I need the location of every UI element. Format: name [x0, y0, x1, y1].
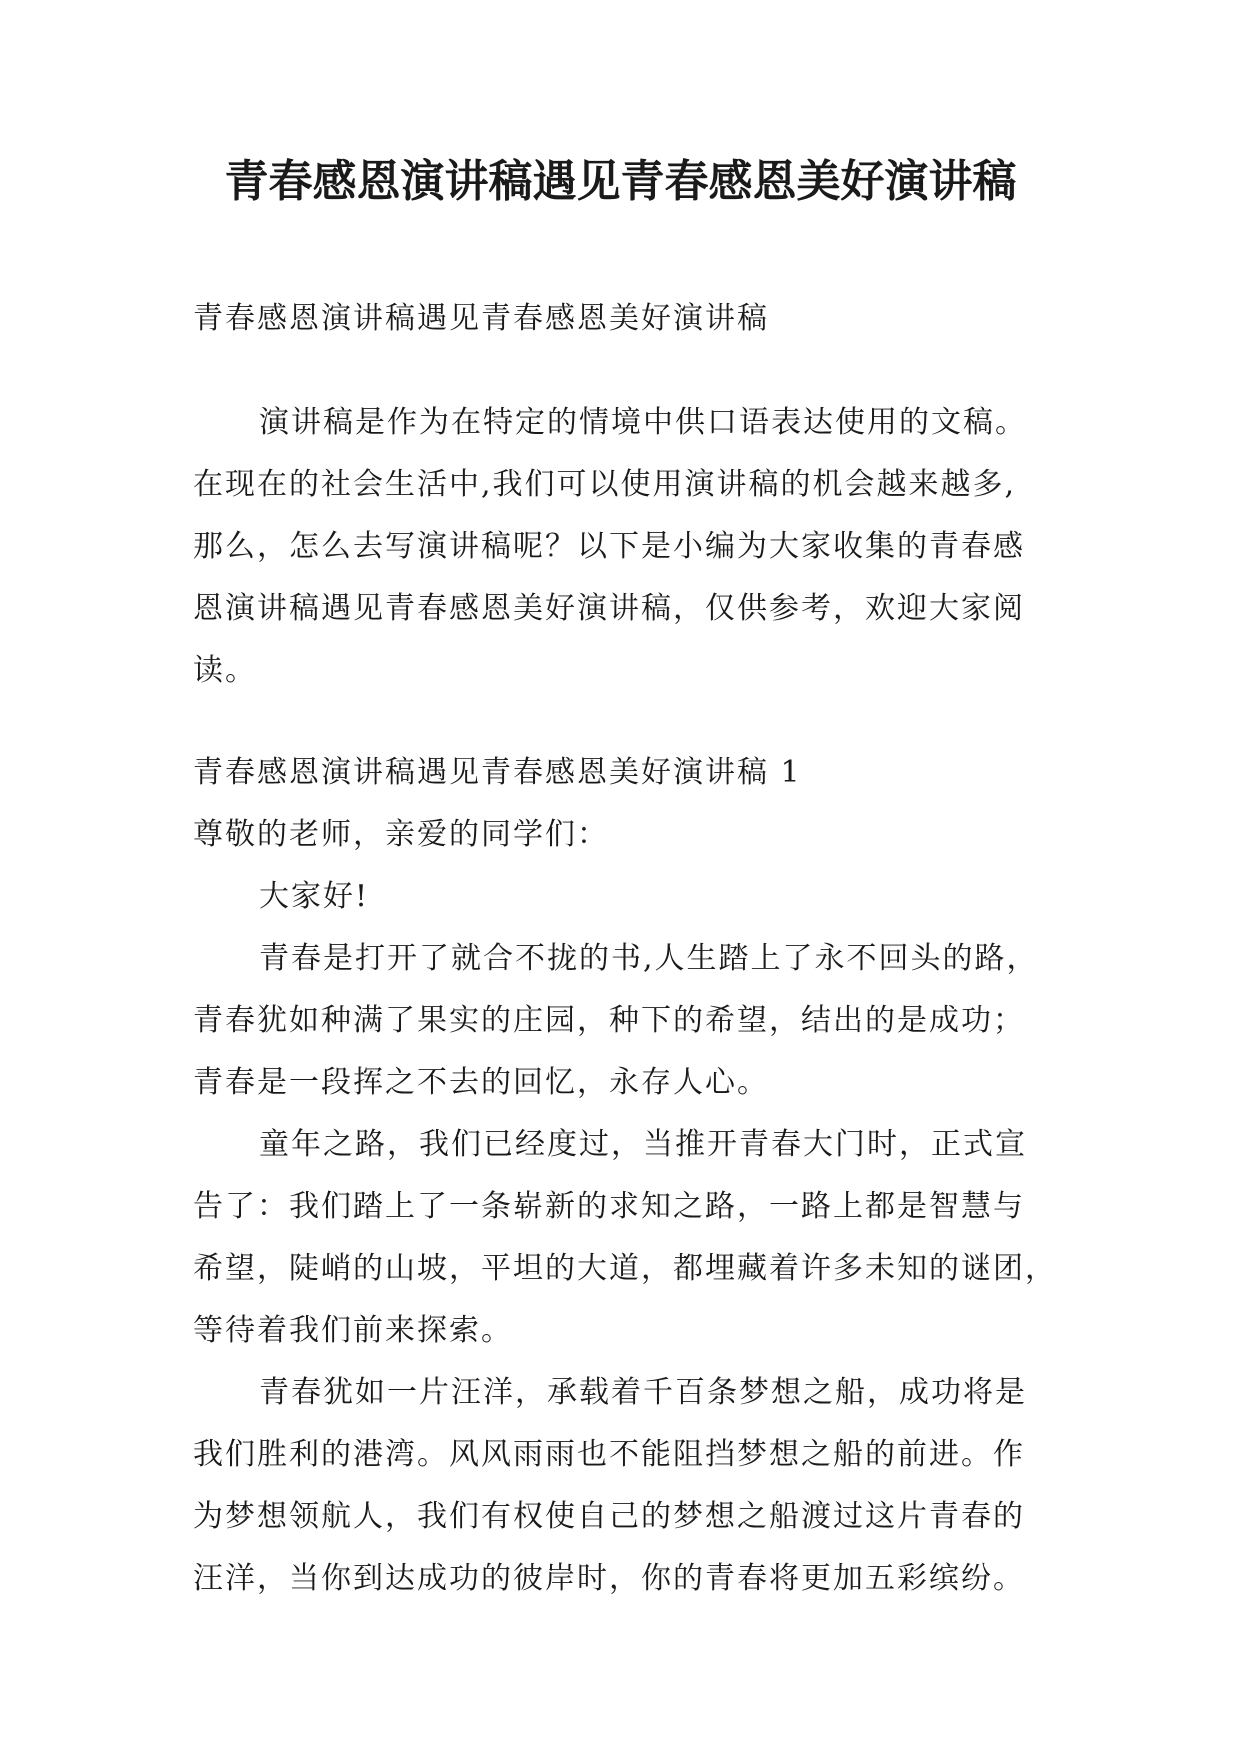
- paragraph-line: 我们胜利的港湾。风风雨雨也不能阻挡梦想之船的前进。作: [193, 1437, 1025, 1472]
- paragraph-line: 希望，陡峭的山坡，平坦的大道，都埋藏着许多未知的谜团，: [193, 1251, 1057, 1286]
- intro-line: 那么，怎么去写演讲稿呢？以下是小编为大家收集的青春感: [193, 529, 1025, 564]
- paragraph-line: 青春犹如种满了果实的庄园，种下的希望，结出的是成功；: [193, 1003, 1025, 1038]
- spacer: [193, 702, 1073, 742]
- paragraph-line: 青春是一段挥之不去的回忆，永存人心。: [193, 1065, 769, 1100]
- paragraph-line: 汪洋，当你到达成功的彼岸时，你的青春将更加五彩缤纷。: [193, 1561, 1025, 1596]
- paragraph-line: 童年之路，我们已经度过，当推开青春大门时，正式宣: [259, 1127, 1027, 1162]
- document-title: 青春感恩演讲稿遇见青春感恩美好演讲稿: [224, 156, 1017, 207]
- paragraph-line: 等待着我们前来探索。: [193, 1313, 513, 1348]
- section-heading: 青春感恩演讲稿遇见青春感恩美好演讲稿 1: [193, 755, 802, 790]
- intro-line: 恩演讲稿遇见青春感恩美好演讲稿，仅供参考，欢迎大家阅: [193, 591, 1025, 626]
- salutation: 尊敬的老师，亲爱的同学们：: [193, 817, 609, 852]
- intro-line: 读。: [193, 653, 257, 688]
- document-body: [193, 288, 1073, 1610]
- document-subtitle: 青春感恩演讲稿遇见青春感恩美好演讲稿: [193, 301, 769, 336]
- paragraph-line: 为梦想领航人，我们有权使自己的梦想之船渡过这片青春的: [193, 1499, 1025, 1534]
- spacer: [193, 350, 1073, 392]
- paragraph-line: 青春犹如一片汪洋，承载着千百条梦想之船，成功将是: [259, 1375, 1027, 1410]
- paragraph-line: 青春是打开了就合不拢的书,人生踏上了永不回头的路，: [259, 941, 1039, 976]
- greeting: 大家好!: [259, 879, 370, 914]
- intro-line: 演讲稿是作为在特定的情境中供口语表达使用的文稿。: [259, 405, 1027, 440]
- intro-line: 在现在的社会生活中,我们可以使用演讲稿的机会越来越多,: [193, 467, 1017, 502]
- paragraph-line: 告了：我们踏上了一条崭新的求知之路，一路上都是智慧与: [193, 1189, 1025, 1224]
